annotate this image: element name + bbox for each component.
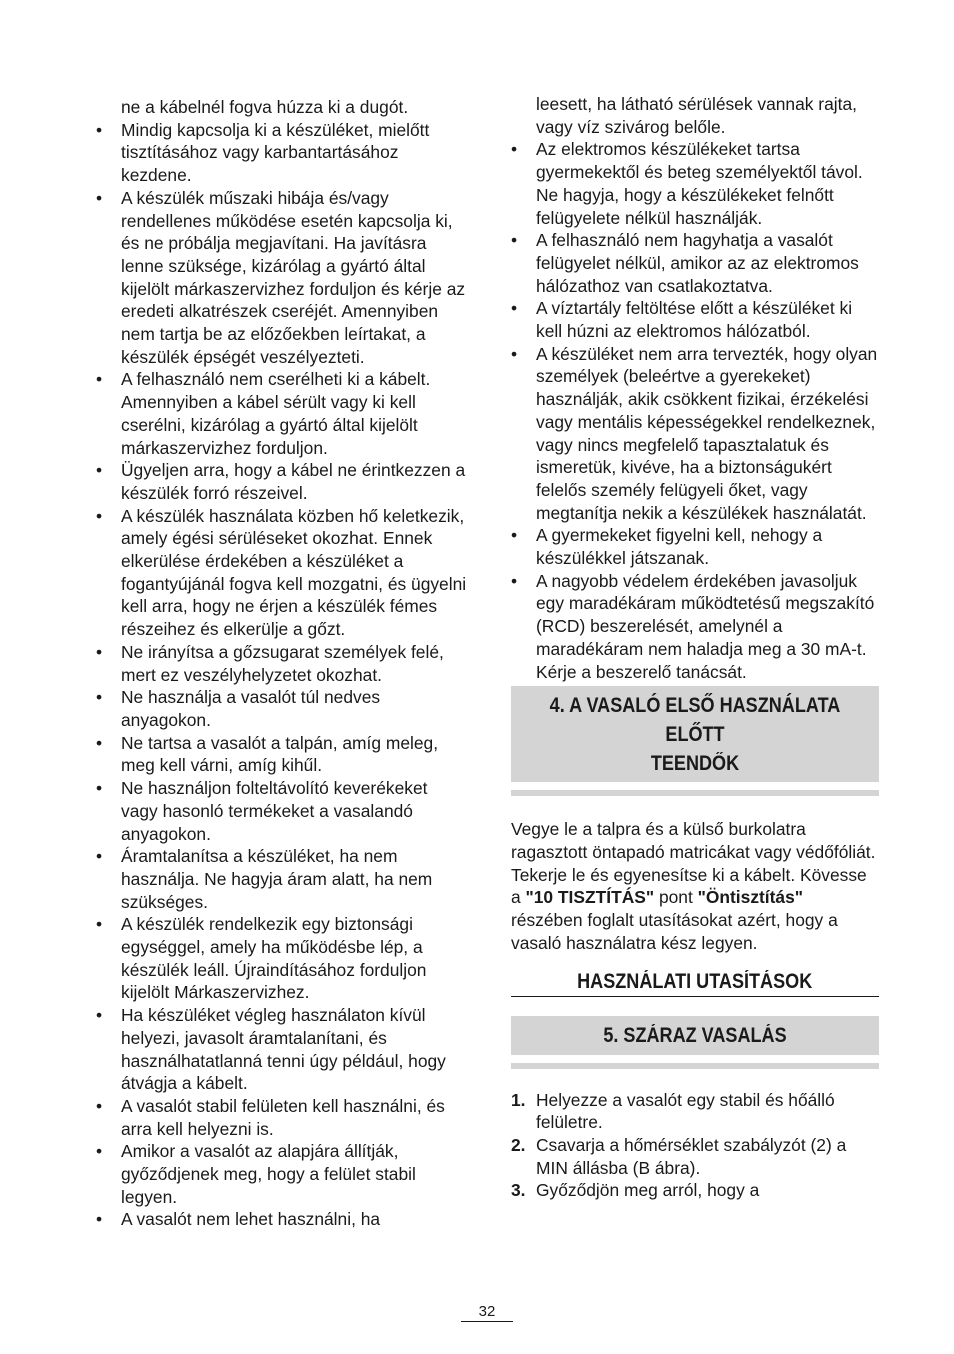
page-number: 32 — [461, 1303, 513, 1322]
bullet-item: • Ne használja a vasalót túl nedves anyagokon. — [96, 686, 468, 731]
para2-text-a: Tekerje le és egyenesítse ki a kábelt. Kövesse a — [511, 864, 867, 908]
para2-text-c: részében foglalt utasításokat azért, hogy a vasaló használatra kész legyen. — [511, 910, 838, 953]
section-5-heading — [511, 1016, 879, 1069]
usage-instructions-title-text: HASZNÁLATI UTASÍTÁSOK — [577, 969, 813, 993]
usage-instructions-title — [511, 968, 879, 997]
section-4-heading — [511, 686, 879, 796]
para2-bold-cleaning-ref: "10 TISZTÍTÁS" — [525, 887, 655, 908]
section-5-steps — [511, 1089, 879, 1203]
continued-text: ne a kábelnél fogva húzza ki a dugót. — [121, 97, 409, 117]
bullet-item: • Az elektromos készülékeket tartsa gyermekektől és beteg személyektől távol. Ne hagyja, hogy a készülékeket felnőtt felügyelete nélkül használják. — [511, 138, 879, 229]
section-4-paragraph-1: Vegye le a talpra és a külső burkolatra ragasztott öntapadó matricákat vagy védőfóliát. — [511, 819, 876, 862]
section-4-body — [511, 818, 879, 954]
bullet-item: • A víztartály feltöltése előtt a készüléket ki kell húzni az elektromos hálózatból. — [511, 297, 879, 342]
section-5-divider — [511, 1063, 879, 1069]
bullet-item: • Amikor a vasalót az alapjára állítják, győződjenek meg, hogy a felület stabil legyen. — [96, 1140, 468, 1208]
section-4-title-line2: TEENDŐK — [650, 752, 740, 776]
right-column — [511, 93, 879, 1202]
left-column — [96, 96, 468, 1231]
bullet-item: • Ne irányítsa a gőzsugarat személyek felé, mert ez veszélyhelyzetet okozhat. — [96, 641, 468, 686]
bullet-item: • A készülék használata közben hő keletkezik, amely égési sérüléseket okozhat. Ennek elkerülése érdekében a készüléket a fogantyújánál fogva kell mozgatni, és ügyelni kell arra, hogy ne érjen a készülék fémes részeihez és elkerülje a gőzt. — [96, 505, 468, 641]
step-item — [511, 1179, 879, 1202]
bullet-item: • A vasalót nem lehet használni, ha — [96, 1208, 468, 1231]
para2-bold-selfclean-ref: "Öntisztítás" — [697, 887, 804, 908]
section-4-divider — [511, 790, 879, 796]
bullet-item: • A készüléket nem arra tervezték, hogy olyan személyek (beleértve a gyerekeket) használják, akik csökkent fizikai, érzékelési vagy mentális képességekkel rendelkeznek, vagy nincs megfelelő tapasztalatuk és ismeretük, kivéve, ha a biztonságukért felelős személy felügyeli őket, vagy megtanítja nekik a készülékek használatát. — [511, 343, 879, 525]
step-number: 2. — [511, 1134, 526, 1155]
bullet-item: • A készülék rendelkezik egy biztonsági egységgel, amely ha működésbe lép, a készülék leáll. Újraindításához forduljon kijelölt Márkaszervizhez. — [96, 913, 468, 1004]
bullet-item: • Mindig kapcsolja ki a készüléket, mielőtt tisztításához vagy karbantartásához kezdene. — [96, 119, 468, 187]
bullet-item: • A készülék műszaki hibája és/vagy rendellenes működése esetén kapcsolja ki, és ne próbálja megjavítani. Ha javításra lenne szüksége, kizárólag a gyártó által kijelölt márkaszervizhez forduljon és kérje az eredeti alkatrészek cseréjét. Amennyiben nem tartja be az előzőekben leírtakat, a készülék épségét veszélyezteti. — [96, 187, 468, 369]
bullet-item: • A vasalót stabil felületen kell használni, és arra kell helyezni is. — [96, 1095, 468, 1140]
step-item — [511, 1134, 879, 1179]
bullet-item: • Áramtalanítsa a készüléket, ha nem használja. Ne hagyja áram alatt, ha nem szükséges. — [96, 845, 468, 913]
section-5-title: 5. SZÁRAZ VASALÁS — [603, 1023, 787, 1047]
right-bullet-list — [511, 93, 879, 683]
bullet-item: • A nagyobb védelem érdekében javasoljuk egy maradékáram működtetésű megszakító (RCD) beszerelését, amelynél a maradékáram nem haladja meg a 30 mA-t. Kérje a beszerelő tanácsát. — [511, 570, 879, 684]
bullet-item: • Ne tartsa a vasalót a talpán, amíg meleg, meg kell várni, amíg kihűl. — [96, 732, 468, 777]
section-4-paragraph-2 — [511, 864, 879, 955]
continued-text: leesett, ha látható sérülések vannak rajta, vagy víz szivárog belőle. — [536, 94, 857, 137]
left-bullet-list — [96, 96, 468, 1231]
step-item — [511, 1089, 879, 1134]
step-number: 3. — [511, 1180, 526, 1201]
para2-text-b: pont — [654, 887, 698, 908]
step-text: Győződjön meg arról, hogy a — [536, 1180, 760, 1201]
bullet-item: • Ne használjon folteltávolító keverékeket vagy hasonló termékeket a vasalandó anyagokon. — [96, 777, 468, 845]
bullet-item: • Ha készüléket végleg használaton kívül helyezi, javasolt áramtalanítani, és használhatatlanná tenni úgy például, hogy átvágja a kábelt. — [96, 1004, 468, 1095]
bullet-item: • Ügyeljen arra, hogy a kábel ne érintkezzen a készülék forró részeivel. — [96, 459, 468, 504]
step-text: Helyezze a vasalót egy stabil és hőálló felületre. — [536, 1089, 835, 1133]
section-4-title-line1: 4. A VASALÓ ELSŐ HASZNÁLATA ELŐTT — [549, 694, 841, 747]
step-text: Csavarja a hőmérséklet szabályzót (2) a MIN állásba (B ábra). — [536, 1134, 847, 1178]
bullet-item: • A felhasználó nem cserélheti ki a kábelt. Amennyiben a kábel sérült vagy ki kell cserélni, kizárólag a gyártó által kijelölt márkaszervizhez forduljon. — [96, 368, 468, 459]
bullet-item: • A gyermekeket figyelni kell, nehogy a készülékkel játszanak. — [511, 524, 879, 569]
bullet-item: • A felhasználó nem hagyhatja a vasalót felügyelet nélkül, amikor az az elektromos hálózathoz van csatlakoztatva. — [511, 229, 879, 297]
step-number: 1. — [511, 1089, 526, 1110]
